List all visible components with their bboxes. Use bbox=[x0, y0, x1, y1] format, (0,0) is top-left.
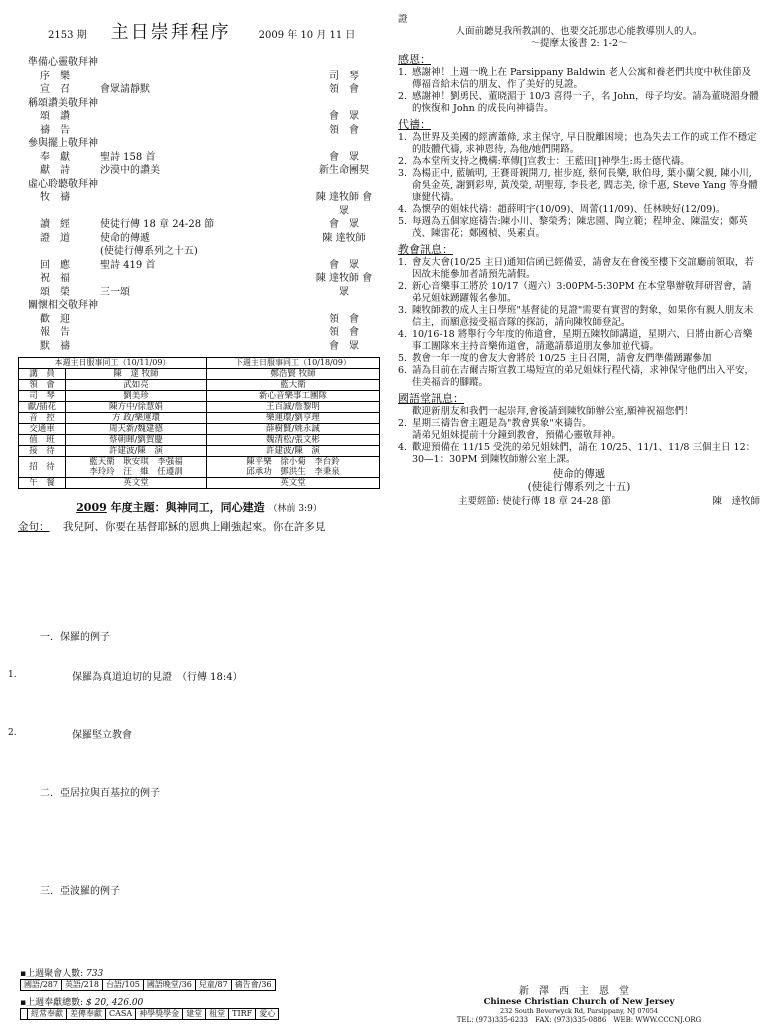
order-item-content bbox=[100, 340, 308, 354]
attendance-cell: 國語晚堂/36 bbox=[143, 980, 195, 991]
order-row bbox=[18, 70, 380, 84]
verse-reference: ～提摩太後書 2: 1-2～ bbox=[530, 38, 628, 49]
sermon-speaker: 陳 達牧師 bbox=[712, 496, 760, 507]
service-date: 2009 年 10 月 11 日 bbox=[258, 30, 356, 41]
thanks-heading: 感恩： bbox=[398, 53, 431, 66]
church-news-item bbox=[398, 353, 760, 365]
order-item-name: 獻 詩 bbox=[40, 165, 70, 176]
thanks-item-text: 感謝神！劉勇民、董晓湄于 10/3 喜得一子，名 John，母子均安。請為董晓湄身體的恢復和 John 的成長向神禱告。 bbox=[412, 91, 759, 114]
order-item-name: 報 告 bbox=[40, 327, 70, 338]
serving-role: 音 控 bbox=[19, 413, 66, 424]
serving-row bbox=[19, 435, 380, 446]
prayer-heading: 代禱： bbox=[398, 118, 431, 131]
offering-total: $ 20, 426.00 bbox=[86, 998, 144, 1008]
mandarin-news-item bbox=[398, 442, 760, 466]
serving-row bbox=[19, 380, 380, 391]
serving-row bbox=[19, 413, 380, 424]
serving-next-week: 陳平樂 徐小菊 李台鈴 邱承功 鄧洪生 李秉泉 bbox=[206, 457, 379, 478]
thanks-item bbox=[398, 67, 760, 91]
order-item-name: 奉 獻 bbox=[40, 151, 70, 163]
mandarin-news-item-number: 2. bbox=[398, 418, 408, 429]
church-news-item bbox=[398, 365, 760, 389]
serving-table-header bbox=[19, 358, 380, 369]
prayer-item-text: 為世界及美國的經濟蕭條, 求主保守, 早日脫離困境；也為失去工作的或工作不穩定的肢體代禱, 求神恩待, 為他/她們開路。 bbox=[412, 132, 757, 155]
serving-role: 司 琴 bbox=[19, 391, 66, 402]
attendance-line bbox=[20, 966, 279, 979]
serving-this-week: 劉美珍 bbox=[66, 391, 207, 402]
order-item-name: 宣 召 bbox=[40, 84, 70, 95]
theme-text: 年度主題：與神同工，同心建造 bbox=[110, 501, 265, 514]
prayer-item bbox=[398, 132, 760, 156]
order-item-content: 沙漠中的讚美 bbox=[100, 165, 160, 176]
theme-reference: （林前 3:9） bbox=[268, 504, 322, 514]
order-item-content: (使徒行傳系列之十五) bbox=[100, 246, 198, 257]
order-row bbox=[18, 110, 380, 124]
order-item-leader: 會 眾 bbox=[329, 340, 359, 352]
order-item-content bbox=[100, 191, 308, 205]
mandarin-news-item-text: 星期三禱告會主題是為"教會異象"來禱告。 bbox=[412, 418, 592, 429]
serving-next-week: 魏清松/張文彬 bbox=[206, 435, 379, 446]
offering-label: ▪上週奉獻總數: bbox=[20, 998, 84, 1008]
attendance-cell: 英語/218 bbox=[61, 980, 102, 991]
prayer-item bbox=[398, 204, 760, 216]
order-of-worship bbox=[18, 56, 380, 353]
church-news-item-number: 2. bbox=[398, 281, 408, 292]
church-news-item-text: 請為目前在吉爾吉斯宣教工場短宣的弟兄姐妹行程代禱，求神保守他們出入平安，佳美福音的腳蹤。 bbox=[412, 365, 755, 388]
mandarin-news-item bbox=[398, 406, 760, 418]
church-news-item-text: 新心音樂事工將於 10/17（週六）3:00PM-5:30PM 在本堂舉辦敬拜研習會，請弟兄姐妹踴躍報名參加。 bbox=[412, 281, 752, 304]
order-item-content: 聖詩 419 首 bbox=[100, 259, 156, 271]
church-news-item bbox=[398, 329, 760, 353]
order-item-name: 回 應 bbox=[40, 259, 70, 271]
serving-this-week: 周天新/魏建德 bbox=[66, 424, 207, 435]
church-news-item bbox=[398, 305, 760, 329]
attendance-label: ▪上週聚會人數: bbox=[20, 969, 84, 979]
order-item-content: 三一頌 bbox=[100, 286, 130, 298]
attendance-cell: 禱告會/36 bbox=[231, 980, 275, 991]
serving-next-week: 許建波/陳 演 bbox=[206, 446, 379, 457]
order-item-content bbox=[100, 272, 308, 286]
prayer-item-number: 4. bbox=[398, 204, 408, 215]
serving-row bbox=[19, 424, 380, 435]
serving-this-week: 英文堂 bbox=[66, 478, 207, 489]
order-section-heading: 準備心靈敬拜神 bbox=[28, 57, 98, 68]
serving-this-week: 陳方中/徐慧娟 bbox=[66, 402, 207, 413]
order-item-leader: 陳 達牧師 會 bbox=[315, 273, 373, 284]
thanks-item-number: 2. bbox=[398, 91, 408, 102]
order-item-name: 禱 告 bbox=[40, 124, 70, 136]
church-news-list bbox=[398, 257, 760, 389]
order-item-name: 讀 經 bbox=[40, 219, 70, 230]
offering-cell: CASA bbox=[106, 1009, 136, 1020]
thanks-item-text: 感謝神！上週一晚上在 Parsippany Baldwin 老人公寓和養老們共度中秋佳節及傳福音給未信的朋友、作了美好的見證。 bbox=[412, 67, 752, 90]
prayer-item-text: 為本堂所支持之機構:華傳[]宣教士：王藍田[]神學生:馬士德代禱。 bbox=[412, 156, 690, 167]
order-item-leader: 領 會 bbox=[329, 124, 359, 136]
church-news-item-text: 會友大會(10/25 主日)通知信函已經備妥，請會友在會後至樓下交誼廳前領取，若因故未能參加者請預先請假。 bbox=[412, 257, 754, 280]
order-item-leader: 會 眾 bbox=[329, 259, 359, 271]
sermon-passage-line bbox=[398, 496, 760, 508]
outline-sub-1: 保羅為真道迫切的見證 （行傳 18:4） bbox=[72, 672, 243, 683]
thanks-item-number: 1. bbox=[398, 67, 408, 78]
order-item-content bbox=[100, 313, 308, 327]
outline-sub-2-number: 2. bbox=[8, 728, 17, 738]
order-item-name bbox=[18, 205, 100, 219]
prayer-item-number: 1. bbox=[398, 132, 408, 143]
serving-this-week: 藍天衛 耿安琪 李强福 李玲玲 汪 維 任遵訓 bbox=[66, 457, 207, 478]
weekly-stats bbox=[20, 966, 279, 1020]
serving-row bbox=[19, 369, 380, 380]
order-row bbox=[18, 124, 380, 138]
church-news-item-number: 4. bbox=[398, 329, 408, 340]
attendance-cell: 兒童/87 bbox=[195, 980, 231, 991]
serving-next-week: 新心音樂事工團隊 bbox=[206, 391, 379, 402]
serving-role: 招 待 bbox=[19, 457, 66, 478]
serving-next-week: 鄭浩賢 牧師 bbox=[206, 369, 379, 380]
order-row bbox=[18, 272, 380, 286]
church-news-item-number: 1. bbox=[398, 257, 408, 268]
order-section-heading: 稱頌讚美敬拜神 bbox=[28, 97, 98, 109]
church-news-item-number: 6. bbox=[398, 365, 408, 376]
order-row bbox=[18, 326, 380, 340]
church-contact: TEL: (973)335-6233 FAX: (973)335-0886 WEB: WWW.CCCNJ.ORG bbox=[456, 1016, 702, 1024]
church-news-item-text: 陳牧師教的成人主日學班"基督徒的見證"需要有實習的對象，如果你有親人朋友未信主，而願意接受福音隊的探訪，請向陳牧師登記。 bbox=[412, 305, 754, 328]
sermon-series: (使徒行傳系列之十五) bbox=[527, 481, 631, 493]
offering-cell: 經常奉獻 bbox=[28, 1009, 67, 1020]
mandarin-news-item-text: 歡迎預備在 11/15 受洗的弟兄姐妹們，請在 10/25、11/1、11/8 三個主日 12：30—1：30PM 到陳牧師辦公室上課。 bbox=[412, 442, 756, 465]
church-news-item-text: 10/16-18 將舉行今年度的佈道會，星期五陳牧師講道，星期六、日將由新心音樂事工團隊來主持音樂佈道會，請邀請慕道朋友參加並代禱。 bbox=[412, 329, 753, 352]
right-column bbox=[398, 14, 760, 508]
golden-verse-text: 我兒阿、你要在基督耶穌的恩典上剛強起來。你在許多見 bbox=[62, 521, 326, 533]
left-column bbox=[18, 18, 380, 534]
order-item-name: 牧 禱 bbox=[40, 192, 70, 203]
sermon-title: 使命的傳遞 bbox=[552, 468, 606, 480]
verse-text: 人面前聽見我所教訓的、也要交託那忠心能教導別人的人。 bbox=[455, 26, 703, 37]
year-theme bbox=[18, 499, 380, 515]
outline-point-2: 二．亞居拉與百基拉的例子 bbox=[40, 788, 160, 799]
serving-next-week: 薛樹賢/姚永誠 bbox=[206, 424, 379, 435]
golden-verse-label: 金句： bbox=[18, 521, 50, 533]
order-row bbox=[18, 313, 380, 327]
church-news-item bbox=[398, 257, 760, 281]
outline-point-1: 一．保羅的例子 bbox=[40, 632, 110, 643]
serving-row bbox=[19, 457, 380, 478]
serving-role: 交通車 bbox=[19, 424, 66, 435]
thanks-item bbox=[398, 91, 760, 115]
church-news-item bbox=[398, 281, 760, 305]
order-item-leader: 領 會 bbox=[329, 327, 359, 338]
church-name-english: Chinese Christian Church of New Jersey bbox=[483, 997, 675, 1007]
church-footer bbox=[398, 982, 760, 1025]
order-item-content bbox=[100, 205, 308, 219]
order-item-content bbox=[100, 326, 308, 340]
order-row bbox=[18, 245, 380, 259]
order-item-content: 使命的傳遞 bbox=[100, 232, 150, 244]
mandarin-news-heading: 國語堂訊息： bbox=[398, 392, 464, 405]
prayer-list bbox=[398, 132, 760, 240]
order-item-name: 祝 福 bbox=[40, 273, 70, 284]
serving-row bbox=[19, 402, 380, 413]
mandarin-news-list bbox=[398, 406, 760, 466]
order-row bbox=[18, 259, 380, 273]
offering-cell: 建堂 bbox=[183, 1009, 206, 1020]
order-row bbox=[18, 340, 380, 354]
order-item-leader: 會 眾 bbox=[329, 219, 359, 230]
mandarin-news-item-text: 請弟兄姐妹提前十分鐘到教會，預備心靈敬拜神。 bbox=[412, 430, 622, 441]
order-item-leader: 眾 bbox=[339, 205, 349, 217]
mandarin-news-item bbox=[398, 430, 760, 442]
serving-this-week: 方 政/樂運環 bbox=[66, 413, 207, 424]
offering-table bbox=[20, 1008, 279, 1020]
serving-next-week: 英文堂 bbox=[206, 478, 379, 489]
order-item-name: 頌 榮 bbox=[40, 286, 70, 298]
order-item-content: 使徒行傳 18 章 24-28 節 bbox=[100, 219, 215, 230]
order-row bbox=[18, 218, 380, 232]
offering-cell: 愛心 bbox=[256, 1009, 279, 1020]
order-row bbox=[18, 83, 380, 97]
church-news-item-number: 5. bbox=[398, 353, 408, 364]
prayer-item bbox=[398, 156, 760, 168]
mandarin-news-item-text: 歡迎新朋友和我們一起崇拜,會後請到陳牧師辦公室,願神祝福您們！ bbox=[412, 406, 694, 417]
offering-line bbox=[20, 995, 279, 1008]
attendance-total: 733 bbox=[86, 969, 104, 979]
order-item-leader: 眾 bbox=[339, 286, 349, 298]
serving-this-week: 陳 達 牧師 bbox=[66, 369, 207, 380]
order-section-heading: 參與擺上敬拜神 bbox=[28, 138, 98, 149]
serving-next-week: 樂運環/劉亨理 bbox=[206, 413, 379, 424]
serving-role: 午 餐 bbox=[19, 478, 66, 489]
serving-row bbox=[19, 446, 380, 457]
verse-continuation: 證 bbox=[398, 14, 408, 25]
order-item-content bbox=[100, 110, 308, 124]
order-row bbox=[18, 191, 380, 205]
offering-cell: 租堂 bbox=[206, 1009, 229, 1020]
serving-this-week: 蔡朝暉/劉賀慶 bbox=[66, 435, 207, 446]
mandarin-news-item-number bbox=[398, 406, 412, 418]
order-item-leader: 會 眾 bbox=[329, 111, 359, 122]
order-row bbox=[18, 164, 380, 178]
page-title: 主日崇拜程序 bbox=[110, 22, 231, 43]
offering-cell bbox=[21, 1009, 28, 1020]
prayer-item bbox=[398, 168, 760, 204]
prayer-item-number: 2. bbox=[398, 156, 408, 167]
church-news-heading: 教會訊息： bbox=[398, 243, 453, 256]
order-item-content: 會眾請靜默 bbox=[100, 84, 150, 95]
serving-this-week-header: 本週主日服事同工（10/11/09） bbox=[19, 358, 207, 369]
order-row bbox=[18, 286, 380, 300]
prayer-item-text: 每週為五個家庭禱告:陳小川、黎榮秀；陳忠園、陶立範；程坤金、陳温安；鄭英茂、陳雷花；鄭國楨、吳素貞。 bbox=[412, 216, 748, 239]
serving-next-week: 王百誠/詹黎明 bbox=[206, 402, 379, 413]
serving-row bbox=[19, 391, 380, 402]
offering-cell: 神學獎學金 bbox=[136, 1009, 183, 1020]
order-item-content bbox=[100, 124, 308, 138]
sermon-passage: 主要經節: 使徒行傳 18 章 24-28 節 bbox=[458, 496, 611, 507]
order-section-heading: 關懷相交敬拜神 bbox=[28, 300, 98, 311]
serving-role: 講 員 bbox=[19, 369, 66, 380]
order-row bbox=[18, 205, 380, 219]
order-item-content: 聖詩 158 首 bbox=[100, 151, 156, 163]
attendance-table bbox=[20, 979, 276, 991]
serving-this-week: 武如亮 bbox=[66, 380, 207, 391]
order-item-leader: 領 會 bbox=[329, 313, 359, 325]
prayer-item-text: 為楊正中, 藍毓明, 王賽哥親開刀, 崔步庭, 蔡何長樂, 耿伯母, 葉小蘭父親, 陳小川, 俞吳金英, 謝劉彩卑, 黃茂榮, 胡聖莓, 李長老, 閻志美, 徐千惠, Steve Yang 等身體康健代禱。 bbox=[412, 168, 758, 203]
golden-verse bbox=[18, 519, 380, 534]
order-section-heading: 虛心聆聽敬拜神 bbox=[28, 178, 98, 190]
order-item-leader: 會 眾 bbox=[329, 151, 359, 163]
serving-next-week: 藍大衛 bbox=[206, 380, 379, 391]
church-name-chinese: 新澤西主恩堂 bbox=[519, 986, 639, 997]
serving-role: 獻/插花 bbox=[19, 402, 66, 413]
order-item-leader bbox=[308, 245, 380, 259]
offering-cell: 差傳奉獻 bbox=[67, 1009, 106, 1020]
order-item-name: 歡 迎 bbox=[40, 313, 70, 325]
church-news-item-number: 3. bbox=[398, 305, 408, 316]
thanks-list bbox=[398, 67, 760, 115]
prayer-item bbox=[398, 216, 760, 240]
attendance-cell: 台語/105 bbox=[102, 980, 143, 991]
serving-next-week-header: 下週主日服事同工（10/18/09） bbox=[206, 358, 379, 369]
church-news-item-text: 教會一年一度的會友大會將於 10/25 主日召開，請會友們準備踴躍參加 bbox=[412, 353, 712, 364]
order-item-name: 默 禱 bbox=[40, 340, 70, 352]
order-item-name: 證 道 bbox=[40, 232, 70, 244]
order-item-leader: 司 琴 bbox=[329, 70, 359, 82]
outline-sub-1-number: 1. bbox=[8, 670, 17, 680]
mandarin-news-item-number: 4. bbox=[398, 442, 408, 453]
serving-table bbox=[18, 357, 380, 489]
attendance-cell: 國語/287 bbox=[21, 980, 62, 991]
mandarin-news-item bbox=[398, 418, 760, 430]
offering-cell: TIRF bbox=[229, 1009, 256, 1020]
order-item-name bbox=[18, 245, 100, 259]
serving-this-week: 許建波/陳 演 bbox=[66, 446, 207, 457]
serving-row bbox=[19, 478, 380, 489]
prayer-item-number: 3. bbox=[398, 168, 408, 179]
order-item-leader: 陳 達牧師 會 bbox=[315, 192, 373, 203]
bulletin-header bbox=[48, 18, 380, 50]
serving-role: 領 會 bbox=[19, 380, 66, 391]
order-item-leader: 陳 達牧師 bbox=[322, 232, 366, 244]
serving-role: 接 待 bbox=[19, 446, 66, 457]
order-item-leader: 領 會 bbox=[329, 84, 359, 95]
mandarin-news-item-number bbox=[398, 430, 412, 442]
theme-year: 2009 bbox=[76, 501, 107, 514]
order-row bbox=[18, 151, 380, 165]
prayer-item-number: 5. bbox=[398, 216, 408, 227]
church-address: 232 South Beverwyck Rd, Parsippany, NJ 07054 bbox=[499, 1007, 659, 1015]
prayer-item-text: 為懷孕的姐妹代禱：趙薛明宇(10/09)、周蕾(11/09)、任林映好(12/09)。 bbox=[412, 204, 726, 215]
serving-role: 值 班 bbox=[19, 435, 66, 446]
issue-number: 2153 期 bbox=[48, 30, 87, 41]
outline-point-3: 三．亞波羅的例子 bbox=[40, 886, 120, 897]
order-item-name: 頌 讚 bbox=[40, 111, 70, 122]
order-item-content bbox=[100, 70, 308, 84]
order-row bbox=[18, 232, 380, 246]
outline-sub-2: 保羅堅立教會 bbox=[72, 730, 132, 741]
order-item-leader: 新生命團契 bbox=[319, 165, 369, 176]
order-item-name: 序 樂 bbox=[40, 70, 70, 82]
